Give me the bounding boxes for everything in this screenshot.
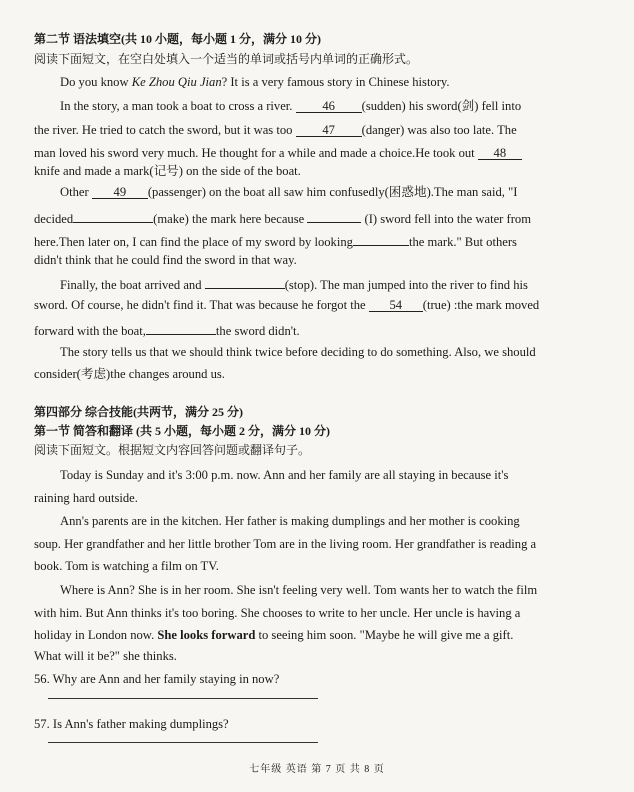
text: holiday in London now.: [34, 628, 158, 642]
story-title: Ke Zhou Qiu Jian: [131, 75, 222, 89]
passage-line: [34, 627, 513, 643]
subsection-instruction: 阅读下面短文。根据短文内容回答问题或翻译句子。: [34, 443, 311, 457]
text: sword. Of course, he didn't find it. That was because he forgot the: [34, 298, 366, 312]
text: the mark." But others: [408, 235, 517, 249]
passage-line: [34, 122, 517, 138]
blank-54[interactable]: 54: [369, 297, 423, 312]
passage-line: book. Tom is watching a film on TV.: [34, 559, 219, 573]
text: (true) :the mark moved: [422, 298, 540, 312]
passage-line: [34, 208, 531, 227]
text: the sword didn't.: [215, 324, 300, 338]
page-footer: 七年级 英语 第 7 页 共 8 页: [249, 764, 385, 775]
answer-line-56[interactable]: [48, 698, 318, 699]
passage-line: [60, 74, 450, 90]
passage-line: soup. Her grandfather and her little brother Tom are in the living room. Her grandfather is reading a: [34, 537, 537, 551]
passage-line: didn't think that he could find the sword in that way.: [34, 253, 297, 267]
blank-51[interactable]: [307, 208, 361, 223]
blank-50[interactable]: [73, 208, 153, 223]
section-instruction: 阅读下面短文，在空白处填入一个适当的单词或括号内单词的正确形式。: [34, 52, 419, 66]
passage-line: with him. But Ann thinks it's too boring. She chooses to write to her uncle. Her uncle is having a: [34, 606, 521, 620]
text: Finally, the boat arrived and: [60, 278, 202, 292]
text: forward with the boat,: [34, 324, 146, 338]
blank-53[interactable]: [205, 274, 285, 289]
passage-line: [34, 320, 300, 339]
text: (make) the mark here because: [153, 212, 305, 226]
text: (stop). The man jumped into the river to find his: [284, 278, 528, 292]
passage-line: [34, 231, 517, 250]
text: Do you know: [60, 75, 132, 89]
text: (I) sword fell into the water from: [364, 212, 531, 226]
text: here.Then later on, I can find the place of my sword by looking: [34, 235, 353, 249]
passage-line: knife and made a mark(记号) on the side of the boat.: [34, 164, 301, 178]
text: ? It is a very famous story in Chinese history.: [221, 75, 450, 89]
section-title: 第二节 语法填空(共 10 小题，每小题 1 分，满分 10 分): [34, 32, 321, 46]
answer-line-57[interactable]: [48, 742, 318, 743]
text: In the story, a man took a boat to cross a river.: [60, 99, 293, 113]
blank-49[interactable]: 49: [92, 184, 148, 199]
passage-line: Where is Ann? She is in her room. She isn't feeling very well. Tom wants her to watch the film: [60, 583, 538, 597]
passage-line: Ann's parents are in the kitchen. Her father is making dumplings and her mother is cooking: [60, 514, 520, 528]
text: (danger) was also too late. The: [361, 123, 517, 137]
text: Other: [60, 185, 89, 199]
blank-48[interactable]: 48: [478, 145, 522, 160]
passage-line: [60, 98, 521, 114]
passage-line: What will it be?" she thinks.: [34, 649, 177, 663]
text: (sudden) his sword(剑) fell into: [361, 99, 522, 113]
blank-52[interactable]: [353, 231, 409, 246]
passage-line: [34, 145, 522, 161]
passage-line: Today is Sunday and it's 3:00 p.m. now. Ann and her family are all staying in because it's: [60, 468, 509, 482]
subsection-title: 第一节 简答和翻译 (共 5 小题，每小题 2 分，满分 10 分): [34, 424, 330, 438]
passage-line: The story tells us that we should think twice before deciding to do something. Also, we should: [60, 345, 536, 359]
part-title: 第四部分 综合技能(共两节，满分 25 分): [34, 405, 243, 419]
question-56: 56. Why are Ann and her family staying in now?: [34, 672, 280, 686]
text: the river. He tried to catch the sword, but it was too: [34, 123, 293, 137]
passage-line: [60, 184, 517, 200]
text: (passenger) on the boat all saw him confusedly(困惑地).The man said, "I: [147, 185, 518, 199]
passage-line: [60, 274, 528, 293]
text: She looks forward: [157, 628, 256, 642]
blank-55[interactable]: [146, 320, 216, 335]
text: decided: [34, 212, 74, 226]
blank-47[interactable]: 47: [296, 122, 362, 137]
passage-line: [34, 297, 539, 313]
text: man loved his sword very much. He thought for a while and made a choice.He took out: [34, 146, 475, 160]
question-57: 57. Is Ann's father making dumplings?: [34, 717, 229, 731]
passage-line: raining hard outside.: [34, 491, 138, 505]
blank-46[interactable]: 46: [296, 98, 362, 113]
passage-line: consider(考虑)the changes around us.: [34, 367, 225, 381]
text: to seeing him soon. "Maybe he will give me a gift.: [255, 628, 514, 642]
